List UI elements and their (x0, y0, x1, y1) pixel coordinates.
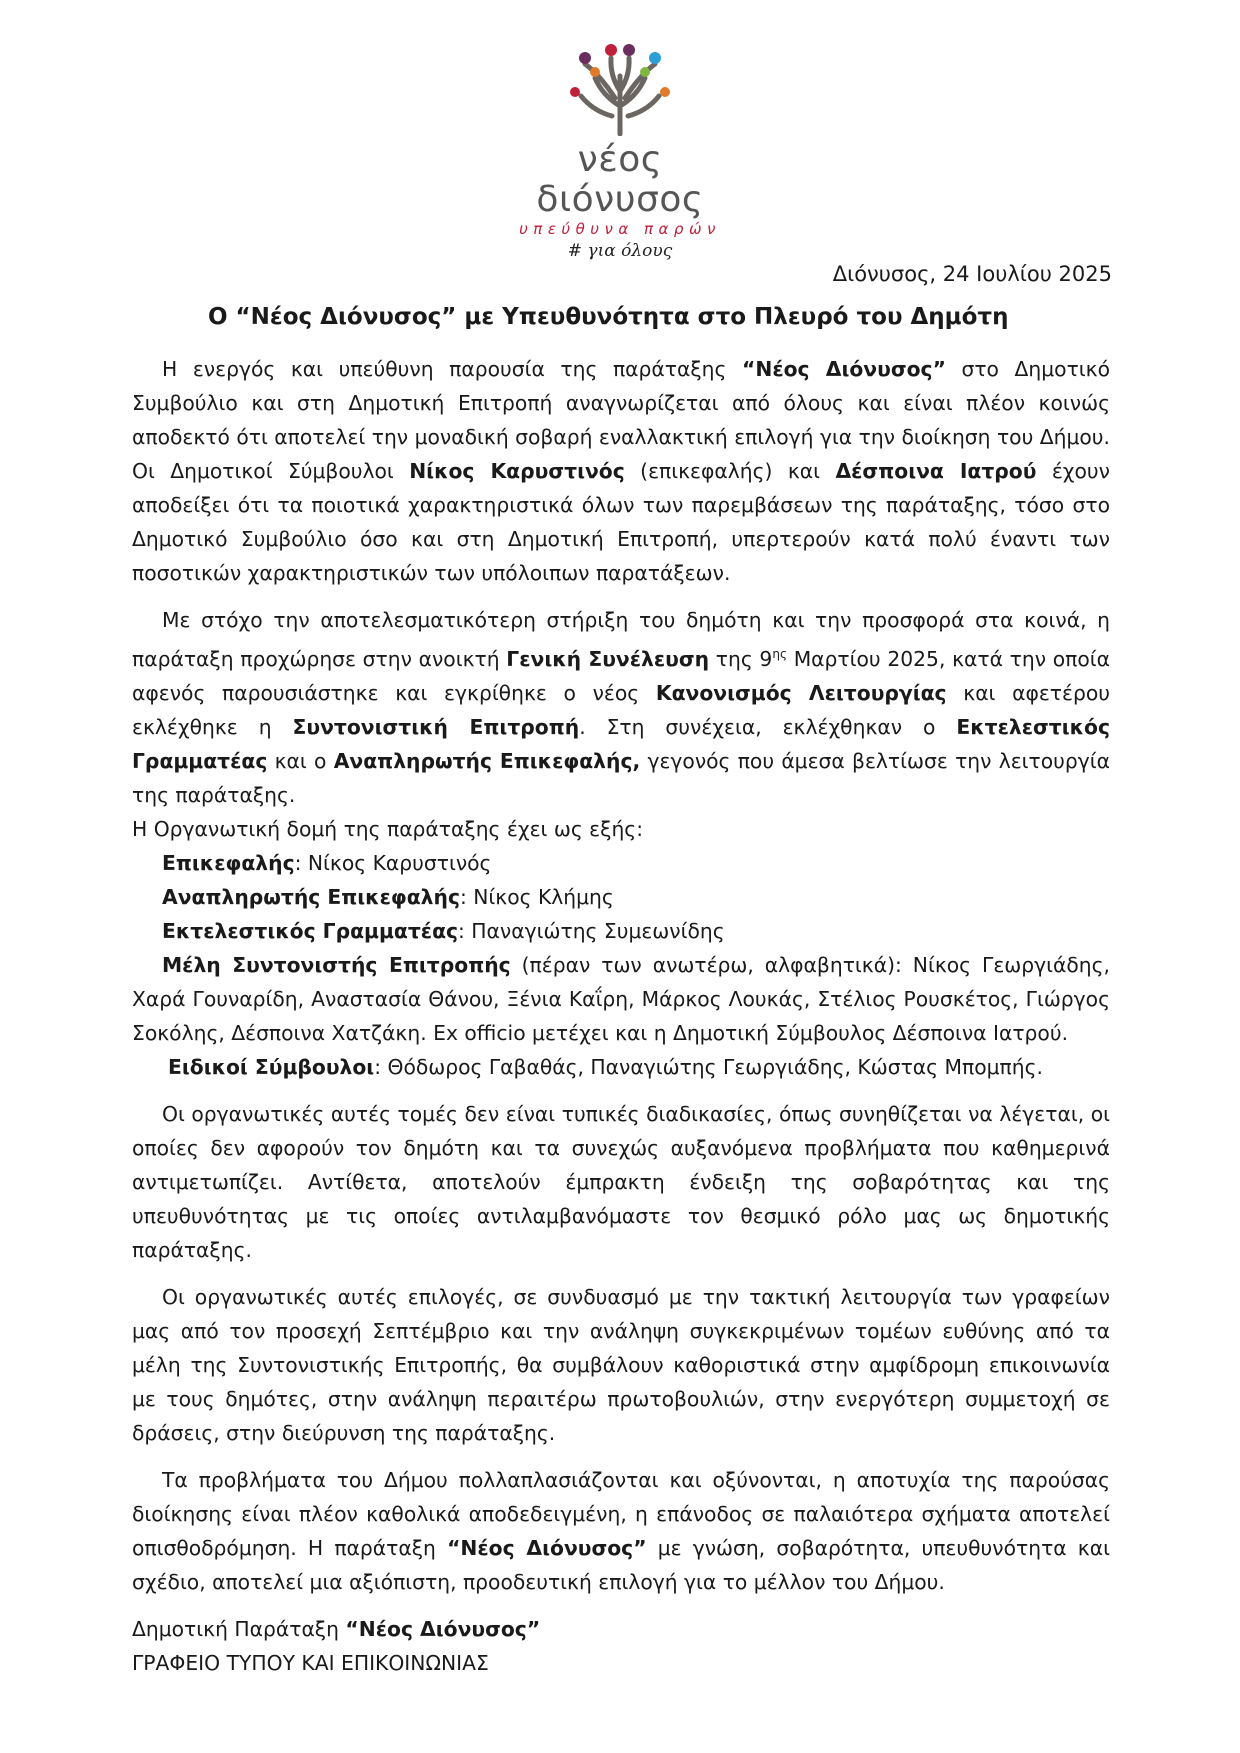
org-deputy-leader (132, 880, 1110, 914)
bold-run: Εκτελεστικός Γραμματέας (162, 918, 459, 943)
bold-run: Δέσποινα Ιατρού (835, 459, 1037, 483)
text-run: Η ενεργός και υπεύθυνη παρουσία της παράταξης (162, 357, 743, 381)
superscript: ης (772, 647, 787, 661)
text-run: Δημοτική Παράταξη (132, 1616, 346, 1641)
bold-run: Αναπληρωτής Επικεφαλής, (333, 748, 641, 773)
signature-party (132, 1612, 1110, 1646)
text-run: Μαρτίου 2025, κατά την οποία αφενός παρουσιάστηκε και εγκρίθηκε ο νέος (132, 646, 1111, 705)
bold-run: Αναπληρωτής Επικεφαλής (162, 884, 460, 909)
paragraph-4: Οι οργανωτικές αυτές επιλογές, σε συνδυασμό με την τακτική λειτουργία των γραφείων μας από τον προσεχή Σεπτέμβριο και την ανάληψη συγκεκριμένων τομέων ευθύνης από τα μέλη της Συντονιστικής Επιτροπής, θα συμβάλουν καθοριστικά στην αμφίδρομη επικοινωνία με τους δημότες, στην ανάληψη περαιτέρω πρωτοβουλιών, στην ενεργότερη συμμετοχή σε δράσεις, στην διεύρυνση της παράταξης. (132, 1284, 1110, 1445)
org-special-advisors (132, 1050, 1110, 1084)
paragraph-2 (132, 603, 1110, 812)
org-executive-secretary (132, 914, 1110, 948)
party-logo (500, 36, 740, 261)
text-run: και αφετέρου εκλέχθηκε η (132, 680, 1110, 739)
text-run: Τα προβλήματα του Δήμου πολλαπλασιάζονται και οξύνονται, η αποτυχία της παρούσας διοίκησης είναι πλέον καθολικά αποδεδειγμένη, η επάνοδος σε παλαιότερα σχήματα αποτελεί οπισθοδρόμηση. Η παράταξη (132, 1467, 1110, 1560)
bold-run: Συντονιστική Επιτροπή (292, 714, 580, 739)
logo-name: νέος διόνυσος (536, 139, 704, 220)
org-coordinating-committee (132, 948, 1110, 1050)
bold-run: Νίκος Καρυστινός (409, 459, 625, 483)
bold-run: Ειδικοί Σύμβουλοι (168, 1054, 375, 1079)
text-run: έχουν αποδείξει ότι τα ποιοτικά χαρακτηριστικά όλων των παρεμβάσεων της παράταξης, τόσο στο Δημοτικό Συμβούλιο όσο και στη Δημοτική Επιτροπή, υπερτερούν κατά πολύ έναντι των ποσοτικών χαρακτηριστικών των υπόλοιπων παρατάξεων. (132, 459, 1110, 585)
text-run: Με στόχο την αποτελεσματικότερη στήριξη του δημότη και την προσφορά στα κοινά, η παράταξη προχώρησε στην ανοικτή (132, 608, 1110, 671)
paragraph-5 (132, 1463, 1110, 1599)
text-run: . Στη συνέχεια, εκλέχθηκαν ο (579, 714, 957, 739)
text-run: στο Δημοτικό Συμβούλιο και στη Δημοτική Επιτροπή αναγνωρίζεται από όλους και είναι πλέον κοινώς αποδεκτό ότι αποτελεί την μοναδική σοβαρή εναλλακτική επιλογή για την διοίκηση του Δήμου. Οι Δημοτικοί Σύμβουλοι (132, 357, 1111, 483)
bold-run: “Νέος Διόνυσος” (345, 1616, 541, 1641)
document-date: Διόνυσος, 24 Ιουλίου 2025 (832, 262, 1112, 286)
tree-logo-icon (555, 36, 685, 136)
org-leader (132, 846, 1110, 880)
text-run: : Νίκος Καρυστινός (294, 850, 492, 875)
signature-office: ΓΡΑΦΕΙΟ ΤΥΠΟΥ ΚΑΙ ΕΠΙΚΟΙΝΩΝΙΑΣ (132, 1650, 489, 1675)
logo-tagline: υπεύθυνα παρών (519, 220, 721, 238)
text-run: : Θόδωρος Γαβαθάς, Παναγιώτης Γεωργιάδης, Κώστας Μπομπής. (374, 1054, 1043, 1079)
text-run: της 9 (709, 646, 773, 671)
text-run: και ο (267, 748, 334, 773)
text-run: : Παναγιώτης Συμεωνίδης (458, 918, 725, 943)
text-run: με γνώση, σοβαρότητα, υπευθυνότητα και σχέδιο, αποτελεί μια αξιόπιστη, προοδευτική επιλογή για το μέλλον του Δήμου. (132, 1535, 1110, 1594)
bold-run: Εκτελεστικός Γραμματέας (132, 714, 1111, 773)
paragraph-1 (132, 352, 1110, 590)
document-body (132, 352, 1110, 1680)
text-run: (επικεφαλής) και (624, 459, 836, 483)
bold-run: Επικεφαλής (162, 850, 295, 875)
logo-hashtag: # για όλους (567, 241, 673, 261)
bold-run: Μέλη Συντονιστής Επιτροπής (162, 952, 511, 977)
bold-run: “Νέος Διόνυσος” (742, 357, 946, 381)
bold-run: Γενική Συνέλευση (506, 646, 710, 671)
text-run: γεγονός που άμεσα βελτίωσε την λειτουργία της παράταξης. (132, 748, 1110, 807)
bold-run: “Νέος Διόνυσος” (447, 1535, 647, 1560)
text-run: : Νίκος Κλήμης (459, 884, 614, 909)
bold-run: Κανονισμός Λειτουργίας (655, 680, 947, 705)
document-title: Ο “Νέος Διόνυσος” με Υπευθυνότητα στο Πλευρό του Δημότη (208, 304, 1009, 330)
text-run: (πέραν των ανωτέρω, αλφαβητικά): Νίκος Γεωργιάδης, Χαρά Γουναρίδη, Αναστασία Θάνου, Ξένια Καΐρη, Μάρκος Λουκάς, Στέλιος Ρουσκέτος, Γιώργος Σοκόλης, Δέσποινα Χατζάκη. Ex officio μετέχει και η Δημοτική Σύμβουλος Δέσποινα Ιατρού. (132, 952, 1110, 1045)
paragraph-3: Οι οργανωτικές αυτές τομές δεν είναι τυπικές διαδικασίες, όπως συνηθίζεται να λέγεται, οι οποίες δεν αφορούν τον δημότη και τα συνεχώς αυξανόμενα προβλήματα που καθημερινά αντιμετωπίζει. Αντίθετα, αποτελούν έμπρακτη ένδειξη της σοβαρότητας και της υπευθυνότητας με τις οποίες αντιλαμβανόμαστε τον θεσμικό ρόλο μας ως δημοτικής παράταξης. (132, 1101, 1110, 1262)
org-structure-intro: Η Οργανωτική δομή της παράταξης έχει ως εξής: (132, 816, 644, 841)
